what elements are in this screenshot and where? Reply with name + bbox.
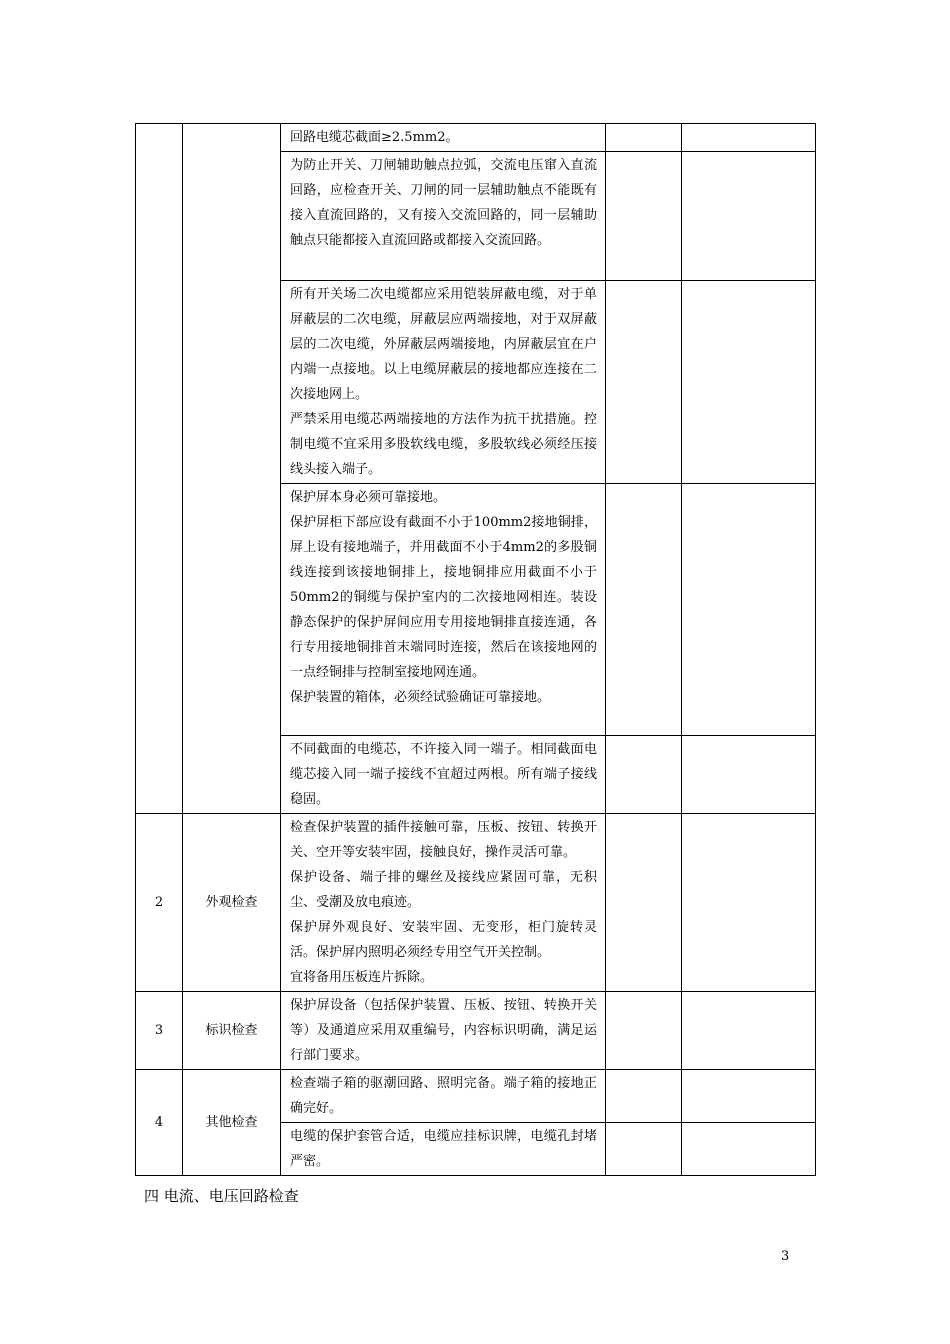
requirement-text: 保护屏本身必须可靠接地。 — [290, 490, 447, 505]
requirement-text: 所有开关场二次电缆都应采用铠装屏蔽电缆，对于单屏蔽层的二次电缆，屏蔽层应两端接地，对于双屏蔽层的二次电缆，外屏蔽层两端接地，内屏蔽层宜在户内端一点接地。以上电缆屏蔽层的接地都应连接在二次接地网上。 — [290, 287, 597, 402]
row-number: 4 — [136, 1070, 183, 1176]
requirement-text: 保护装置的箱体，必须经试验确证可靠接地。 — [290, 690, 551, 705]
requirement-text: 保护设备、端子排的螺丝及接线应紧固可靠，无积尘、受潮及放电痕迹。 — [290, 870, 597, 910]
result-cell — [606, 281, 682, 484]
result-cell — [606, 1070, 682, 1123]
requirement-cell — [281, 736, 606, 814]
requirement-cell — [281, 484, 606, 736]
requirement-text: 保护屏设备（包括保护装置、压板、按钮、转换开关等）及通道应采用双重编号，内容标识明确，满足运行部门要求。 — [290, 998, 597, 1063]
requirement-cell — [281, 814, 606, 992]
result-cell — [606, 736, 682, 814]
requirement-text: 严禁采用电缆芯两端接地的方法作为抗干扰措施。控制电缆不宜采用多股软线电缆，多股软线必须经压接线头接入端子。 — [290, 412, 597, 477]
remark-cell — [682, 992, 816, 1070]
requirement-cell — [281, 1070, 606, 1123]
item-name: 标识检查 — [183, 992, 281, 1070]
remark-cell — [682, 736, 816, 814]
result-cell — [606, 814, 682, 992]
remark-cell — [682, 484, 816, 736]
requirement-cell — [281, 992, 606, 1070]
requirement-text: 回路电缆芯截面≥2.5mm2。 — [290, 130, 459, 145]
item-name: 外观检查 — [183, 814, 281, 992]
table-row — [136, 992, 816, 1070]
remark-cell — [682, 152, 816, 281]
result-cell — [606, 484, 682, 736]
result-cell — [606, 1123, 682, 1176]
requirement-text: 保护屏外观良好、安装牢固、无变形，柜门旋转灵活。保护屏内照明必须经专用空气开关控制。 — [290, 920, 597, 960]
requirement-cell — [281, 152, 606, 281]
remark-cell — [682, 124, 816, 152]
remark-cell — [682, 814, 816, 992]
remark-cell — [682, 1123, 816, 1176]
requirement-text: 宜将备用压板连片拆除。 — [290, 970, 434, 985]
remark-cell — [682, 1070, 816, 1123]
result-cell — [606, 152, 682, 281]
requirement-text: 为防止开关、刀闸辅助触点拉弧，交流电压窜入直流回路，应检查开关、刀闸的同一层辅助触点不能既有接入直流回路的，又有接入交流回路的，同一层辅助触点只能都接入直流回路或都接入交流回路。 — [290, 158, 597, 248]
row-number: 3 — [136, 992, 183, 1070]
page-number: 3 — [781, 1249, 790, 1264]
table-row — [136, 814, 816, 992]
requirement-cell — [281, 1123, 606, 1176]
requirement-text: 不同截面的电缆芯，不许接入同一端子。相同截面电缆芯接入同一端子接线不宜超过两根。所有端子接线稳固。 — [290, 742, 597, 807]
requirement-text: 电缆的保护套管合适，电缆应挂标识牌，电缆孔封堵严密。 — [290, 1129, 597, 1169]
section-heading: 四 电流、电压回路检查 — [144, 1187, 299, 1205]
requirement-cell — [281, 281, 606, 484]
result-cell — [606, 124, 682, 152]
row-number: 2 — [136, 814, 183, 992]
item-name: 其他检查 — [183, 1070, 281, 1176]
result-cell — [606, 992, 682, 1070]
inspection-table — [135, 123, 816, 1176]
table-row — [136, 124, 816, 152]
item-name — [183, 124, 281, 814]
remark-cell — [682, 281, 816, 484]
requirement-cell — [281, 124, 606, 152]
row-number — [136, 124, 183, 814]
table-row — [136, 1070, 816, 1123]
requirement-text: 检查保护装置的插件接触可靠，压板、按钮、转换开关、空开等安装牢固，接触良好，操作灵活可靠。 — [290, 820, 597, 860]
requirement-text: 保护屏柜下部应设有截面不小于100mm2接地铜排，屏上设有接地端子，并用截面不小于4mm2的多股铜线连接到该接地铜排上，接地铜排应用截面不小于50mm2的铜缆与保护室内的二次接地网相连。装设静态保护的保护屏间应用专用接地铜排直接连通，各行专用接地铜排首末端同时连接，然后在该接地网的一点经铜排与控制室接地网连通。 — [290, 515, 597, 680]
requirement-text: 检查端子箱的驱潮回路、照明完备。端子箱的接地正确完好。 — [290, 1076, 597, 1116]
